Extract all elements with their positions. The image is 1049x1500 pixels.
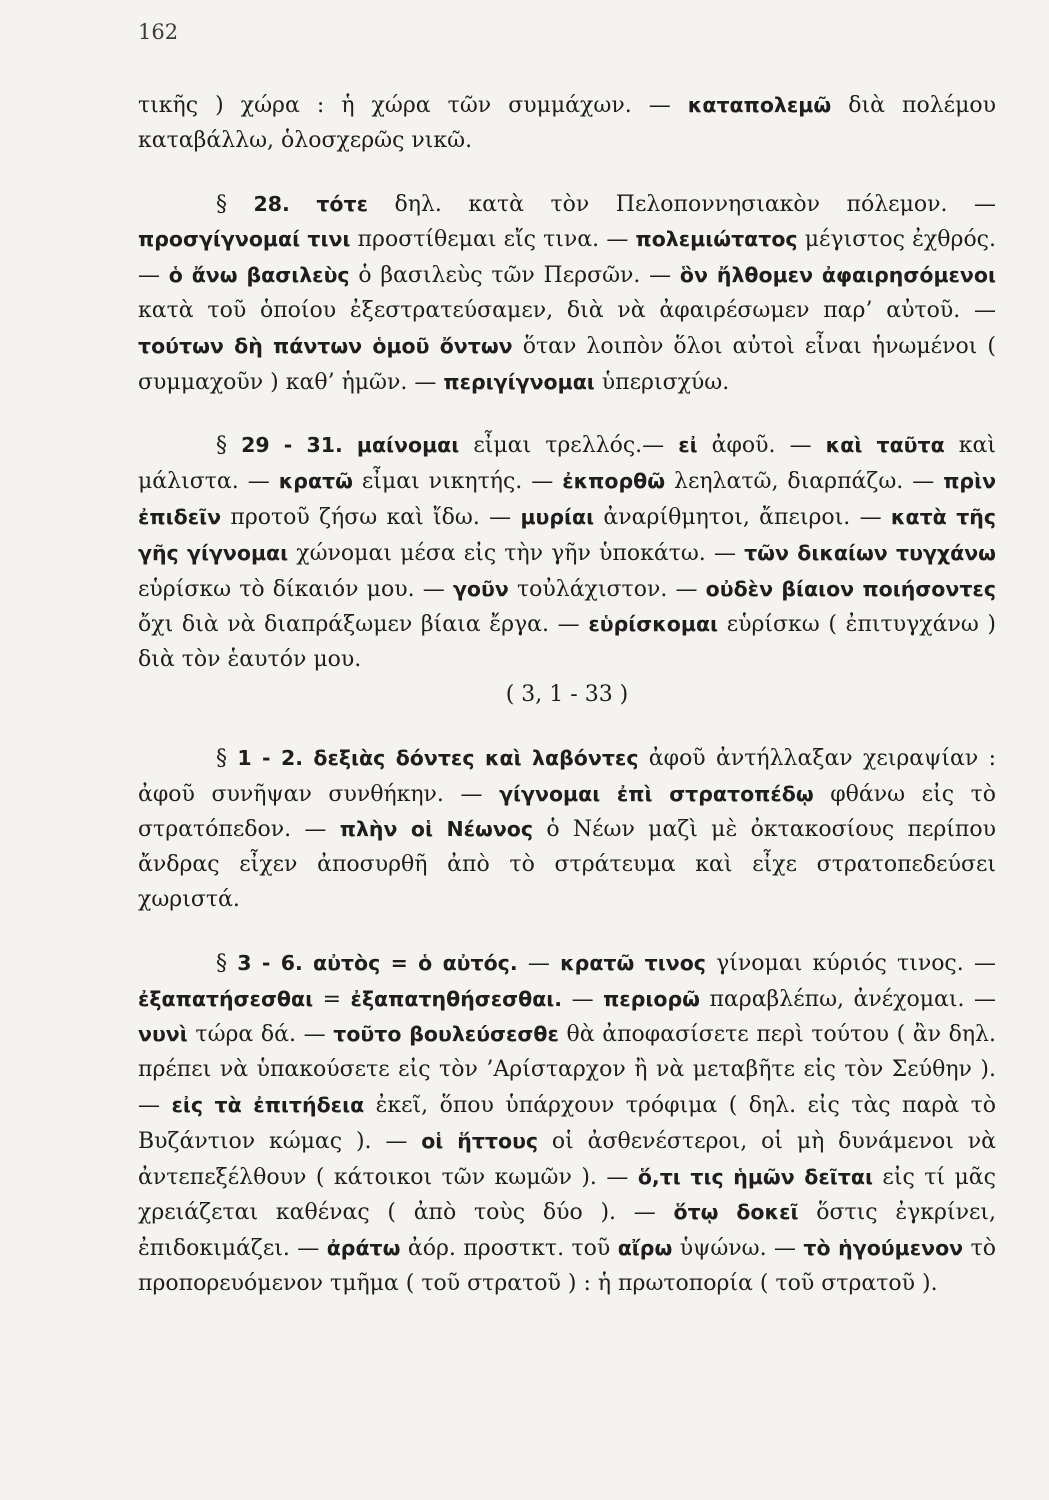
gloss-text: χώνομαι μέσα εἰς τὴν γῆν ὑποκάτω. — <box>288 540 745 566</box>
lemma-term: πρὶν ἐπιδεῖν <box>138 469 997 529</box>
lemma-term: περιορῶ <box>603 986 700 1011</box>
lemma-term: πλὴν οἱ Νέωνος <box>339 817 534 842</box>
heading-spacer <box>138 713 996 741</box>
lemma-term: αἴρω <box>617 1236 673 1261</box>
gloss-text: ὄχι διὰ νὰ διαπράξωμεν βίαια ἔργα. — <box>138 612 589 638</box>
gloss-text: προστίθεμαι εἴς τινα. — <box>350 227 636 253</box>
gloss-text: εὑρίσκω ( ἐπιτυγχάνω ) διὰ τὸν ἑαυτόν μου. <box>138 612 997 673</box>
gloss-text: ἀφοῦ. — <box>697 433 826 459</box>
lemma-term: καταπολεμῶ <box>687 93 832 117</box>
lemma-term: προσγίγνομαί τινι <box>138 227 351 252</box>
gloss-text: § <box>216 433 242 459</box>
paragraph-group-1 <box>138 88 996 678</box>
lemma-term: μυρίαι <box>520 504 595 529</box>
lemma-term: κατὰ τῆς γῆς γίγνομαι <box>138 504 997 565</box>
lemma-term: ἐκπορθῶ <box>562 469 666 494</box>
paragraph <box>138 88 996 159</box>
gloss-text: διὰ πολέμου καταβάλλω, ὁλοσχερῶς νικῶ. <box>138 93 996 153</box>
gloss-text <box>290 192 317 217</box>
gloss-text: τικῆς ) χώρα : ἡ χώρα τῶν συμμάχων. — <box>138 93 688 118</box>
gloss-text: μέγιστος ἐχθρός. — <box>138 227 996 289</box>
gloss-text: εἶμαι νικητής. — <box>352 469 563 495</box>
gloss-text: ἀναρίθμητοι, ἄπειροι. — <box>594 504 891 530</box>
lemma-term: ὁ ἄνω βασιλεὺς <box>168 263 350 288</box>
paragraph <box>138 946 996 1302</box>
gloss-text: — <box>562 986 604 1012</box>
lemma-term: μαίνομαι <box>356 433 460 458</box>
gloss-text: ὑπερισχύω. <box>594 369 730 395</box>
gloss-text: — <box>517 950 561 976</box>
gloss-text: τώρα δά. — <box>187 1022 334 1048</box>
lemma-term: τοῦτο βουλεύσεσθε <box>333 1022 559 1047</box>
gloss-text: θὰ ἀποφασίσετε περὶ τούτου ( ἂν δηλ. πρέπει νὰ ὑπακούσετε εἰς τὸν ’Αρίσταρχον ἢ νὰ μεταβῆτε εἰς τὸν Σεύθην ). — <box>138 1022 996 1118</box>
gloss-text: τὸ προπορευόμενον τμῆμα ( τοῦ στρατοῦ ) : ἡ πρωτοπορία ( τοῦ στρατοῦ ). <box>138 1236 996 1296</box>
lemma-term: ἐξαπατηθήσεσθαι. <box>350 986 563 1011</box>
lemma-term: δεξιὰς δόντες καὶ λαβόντες <box>313 745 639 770</box>
gloss-text: εὑρίσκω τὸ δίκαιόν μου. — <box>138 576 453 602</box>
lemma-term: 3 - 6. <box>237 950 303 975</box>
gloss-text: τοὐλάχιστον. — <box>508 576 706 602</box>
lemma-term: 29 - 31. <box>241 433 343 458</box>
gloss-text: § <box>216 950 238 976</box>
lemma-term: οὐδὲν βίαιον ποιήσοντες <box>705 576 996 601</box>
gloss-text: εἶμαι τρελλός.— <box>459 433 679 459</box>
page-number: 162 <box>138 20 179 44</box>
lemma-term: τὸ ἡγούμενον <box>803 1236 964 1261</box>
gloss-text <box>303 951 313 976</box>
gloss-text: δηλ. κατὰ τὸν Πελοποννησιακὸν πόλεμον. — <box>368 191 996 217</box>
paragraph <box>138 741 996 918</box>
lemma-term: 28. <box>253 191 290 216</box>
lemma-term: τούτων δὴ πάντων ὁμοῦ ὄντων <box>138 333 513 358</box>
lemma-term: ὅ,τι τις ἡμῶν δεῖται <box>637 1164 873 1189</box>
paragraph-spacer <box>138 918 996 946</box>
lemma-term: ὃν ἤλθομεν ἀφαιρησόμενοι <box>679 263 996 288</box>
lemma-term: νυνὶ <box>138 1022 188 1047</box>
gloss-text: προτοῦ ζήσω καὶ ἴδω. — <box>221 504 521 530</box>
lemma-term: γοῦν <box>452 576 509 601</box>
gloss-text <box>343 433 357 458</box>
gloss-text: ὁ βασιλεὺς τῶν Περσῶν. — <box>349 263 680 289</box>
gloss-text: παραβλέπω, ἀνέχομαι. — <box>699 986 996 1012</box>
lemma-term: ὅτῳ δοκεῖ <box>673 1200 799 1225</box>
lemma-term: οἱ ἥττους <box>421 1128 539 1153</box>
lemma-term: ἀράτω <box>326 1236 401 1261</box>
gloss-text: εἰς τί μᾶς χρειάζεται καθένας ( ἀπὸ τοὺς δύο ). — <box>138 1164 996 1226</box>
lemma-term: καὶ ταῦτα <box>825 433 945 458</box>
gloss-text: § <box>216 745 238 771</box>
gloss-text: ἐκεῖ, ὅπου ὑπάρχουν τρόφιμα ( δηλ. εἰς τὰς παρὰ τὸ Βυζάντιον κώμας ). — <box>138 1092 997 1154</box>
gloss-text: ὑψώνω. — <box>672 1236 804 1262</box>
gloss-text: οἱ ἀσθενέστεροι, οἱ μὴ δυνάμενοι νὰ ἀντεπεξέλθουν ( κάτοικοι τῶν κωμῶν ). — <box>138 1128 996 1190</box>
lemma-term: αὐτὸς = ὁ αὐτός. <box>313 950 518 975</box>
gloss-text: κατὰ τοῦ ὁποίου ἐξεστρατεύσαμεν, διὰ νὰ ἀφαιρέσωμεν παρ’ αὐτοῦ. — <box>138 297 996 323</box>
gloss-text: φθάνω εἰς τὸ στρατόπεδον. — <box>138 781 996 843</box>
lemma-term: κρατῶ τινος <box>560 950 706 975</box>
gloss-text: = <box>313 986 351 1012</box>
gloss-text: γίνομαι κύριός τινος. — <box>705 950 996 976</box>
paragraph <box>138 428 996 678</box>
gloss-text: λεηλατῶ, διαρπάζω. — <box>665 469 944 495</box>
gloss-text: ὁ Νέων μαζὶ μὲ ὀκτακοσίους περίπου ἄνδρας εἶχεν ἀποσυρθῆ ἀπὸ τὸ στράτευμα καὶ εἶχε στρατοπεδεύσει χωριστά. <box>138 817 996 912</box>
section-heading: ( 3, 1 - 33 ) <box>505 681 629 707</box>
gloss-text: ἀόρ. προστκτ. τοῦ <box>400 1236 618 1262</box>
gloss-text: ὅταν λοιπὸν ὅλοι αὐτοὶ εἶναι ἡνωμένοι ( συμμαχοῦν ) καθ’ ἡμῶν. — <box>138 333 996 395</box>
gloss-text: ἀφοῦ ἀντήλλαξαν χειραψίαν : ἀφοῦ συνῆψαν συνθήκην. — <box>138 745 996 807</box>
lemma-term: εὑρίσκομαι <box>588 612 719 637</box>
lemma-term: τῶν δικαίων τυγχάνω <box>744 540 997 565</box>
paragraph <box>138 187 996 401</box>
lemma-term: πολεμιώτατος <box>635 227 798 252</box>
lemma-term: τότε <box>316 191 368 216</box>
paragraph-spacer <box>138 159 996 187</box>
gloss-text: ὅστις ἐγκρίνει, ἐπιδοκιμάζει. — <box>138 1200 996 1262</box>
paragraph-spacer <box>138 400 996 428</box>
lemma-term: εἰ <box>678 433 698 458</box>
gloss-text: καὶ μάλιστα. — <box>138 433 996 495</box>
lemma-term: εἰς τὰ ἐπιτήδεια <box>171 1092 365 1117</box>
paragraph-group-2 <box>138 741 996 1302</box>
page-body <box>138 88 996 1302</box>
gloss-text: § <box>216 191 254 217</box>
lemma-term: ἐξαπατήσεσθαι <box>138 986 314 1011</box>
lemma-term: περιγίγνομαι <box>443 369 595 394</box>
lemma-term: 1 - 2. <box>237 745 304 770</box>
lemma-term: κρατῶ <box>278 469 353 494</box>
lemma-term: γίγνομαι ἐπὶ στρατοπέδῳ <box>499 781 814 806</box>
gloss-text <box>303 746 313 771</box>
